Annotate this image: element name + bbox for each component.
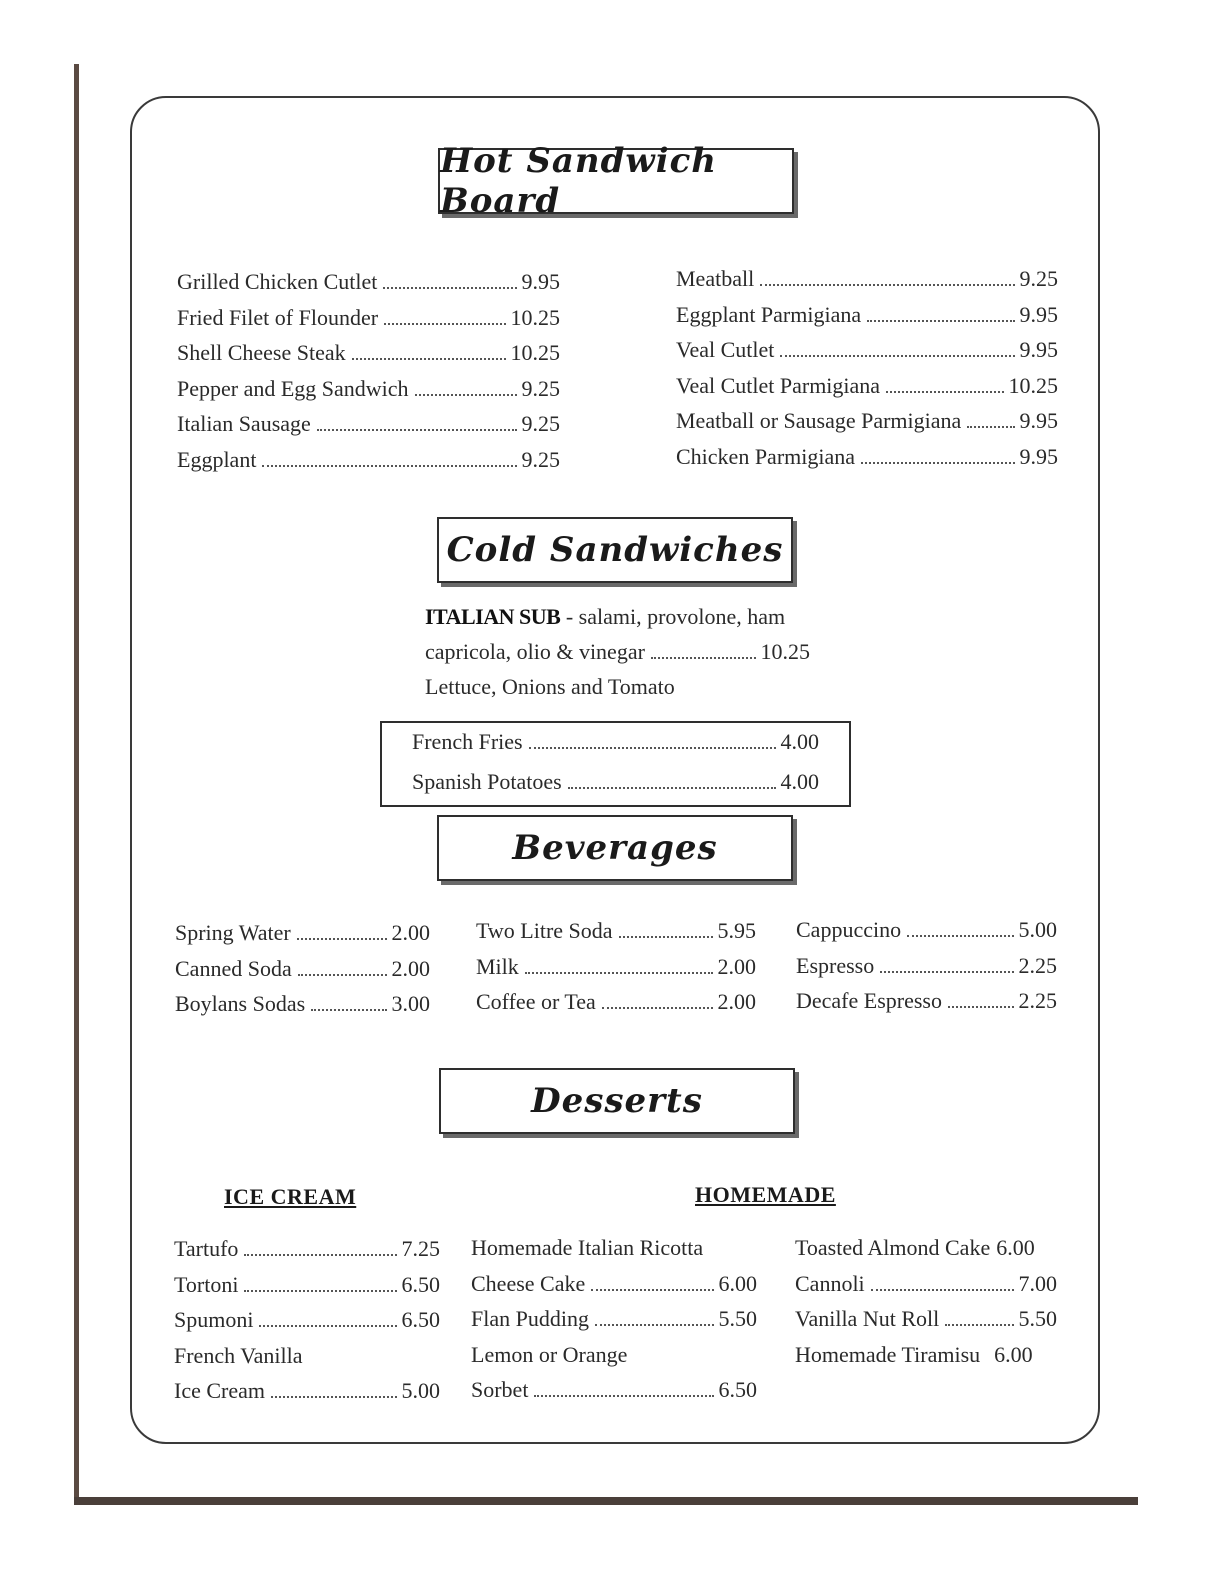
sides-box [380, 721, 851, 807]
homemade-list-1 [471, 1235, 757, 1413]
italian-sub-name: ITALIAN SUB [425, 604, 561, 629]
cold-sandwiches-title: Cold Sandwiches [446, 530, 784, 570]
menu-item: Eggplant 9.25 [177, 446, 560, 472]
italian-sub-item [425, 604, 810, 709]
menu-item: Shell Cheese Steak 10.25 [177, 340, 560, 365]
menu-item: Cannoli 7.00 [795, 1270, 1057, 1296]
ice-cream-heading: ICE CREAM [224, 1184, 357, 1209]
beverages-col-3 [796, 917, 1057, 1024]
menu-item: Tortoni 6.50 [174, 1271, 440, 1297]
menu-item: Decafe Espresso 2.25 [796, 988, 1057, 1013]
menu-item: Pepper and Egg Sandwich 9.25 [177, 375, 560, 401]
menu-item: Tartufo 7.25 [174, 1236, 440, 1261]
homemade-list-2 [795, 1235, 1057, 1377]
hot-sandwich-right-list [676, 266, 1058, 479]
menu-item: Homemade Tiramisu 6.00 [795, 1341, 1033, 1367]
menu-item: Spumoni 6.50 [174, 1307, 440, 1332]
menu-item: Eggplant Parmigiana 9.95 [676, 301, 1058, 327]
menu-item: Cheese Cake 6.00 [471, 1270, 757, 1296]
menu-item: Meatball 9.25 [676, 266, 1058, 291]
italian-sub-desc-3: Lettuce, Onions and Tomato [425, 674, 675, 699]
menu-item: Boylans Sodas 3.00 [175, 991, 430, 1016]
menu-item: Lemon or Orange [471, 1341, 628, 1367]
menu-item: Homemade Italian Ricotta [471, 1235, 704, 1260]
menu-item: Cappuccino 5.00 [796, 917, 1057, 942]
beverages-col-2 [476, 918, 756, 1025]
beverages-col-1 [175, 920, 430, 1027]
menu-item: Vanilla Nut Roll 5.50 [795, 1306, 1057, 1331]
menu-item: Toasted Almond Cake 6.00 [795, 1235, 1035, 1260]
menu-item: Sorbet 6.50 [471, 1377, 757, 1402]
desserts-title: Desserts [531, 1081, 703, 1121]
cold-sandwiches-banner [437, 517, 793, 583]
italian-sub-desc-2: capricola, olio & vinegar [425, 639, 645, 664]
hot-sandwich-banner [438, 141, 794, 221]
menu-item: French Vanilla [174, 1342, 303, 1368]
menu-item: Spring Water 2.00 [175, 920, 430, 945]
menu-item: Veal Cutlet Parmigiana 10.25 [676, 372, 1058, 398]
homemade-heading: HOMEMADE [695, 1182, 836, 1207]
desserts-banner [439, 1068, 795, 1134]
menu-item: Milk 2.00 [476, 953, 756, 979]
menu-item: Veal Cutlet 9.95 [676, 337, 1058, 362]
page-edge-left [74, 64, 79, 1504]
menu-item: Flan Pudding 5.50 [471, 1306, 757, 1331]
beverages-banner [437, 815, 793, 881]
beverages-title: Beverages [512, 828, 718, 868]
ice-cream-list [174, 1236, 440, 1414]
menu-item: Meatball or Sausage Parmigiana 9.95 [676, 408, 1058, 433]
menu-item: Spanish Potatoes 4.00 [412, 769, 819, 794]
page-edge-bottom [74, 1497, 1138, 1505]
italian-sub-price: 10.25 [760, 639, 810, 664]
hot-sandwich-title: Hot Sandwich Board [440, 141, 718, 221]
menu-item: Espresso 2.25 [796, 952, 1057, 978]
menu-item: Ice Cream 5.00 [174, 1378, 440, 1403]
menu-item: Two Litre Soda 5.95 [476, 918, 756, 943]
menu-item: Canned Soda 2.00 [175, 955, 430, 981]
hot-sandwich-left-list [177, 269, 560, 482]
menu-item: Coffee or Tea 2.00 [476, 989, 756, 1014]
italian-sub-desc-1: - salami, provolone, ham [560, 604, 786, 629]
menu-item: Chicken Parmigiana 9.95 [676, 443, 1058, 469]
menu-item: French Fries 4.00 [412, 729, 819, 754]
menu-item: Fried Filet of Flounder 10.25 [177, 304, 560, 330]
menu-item: Grilled Chicken Cutlet 9.95 [177, 269, 560, 294]
menu-item: Italian Sausage 9.25 [177, 411, 560, 436]
